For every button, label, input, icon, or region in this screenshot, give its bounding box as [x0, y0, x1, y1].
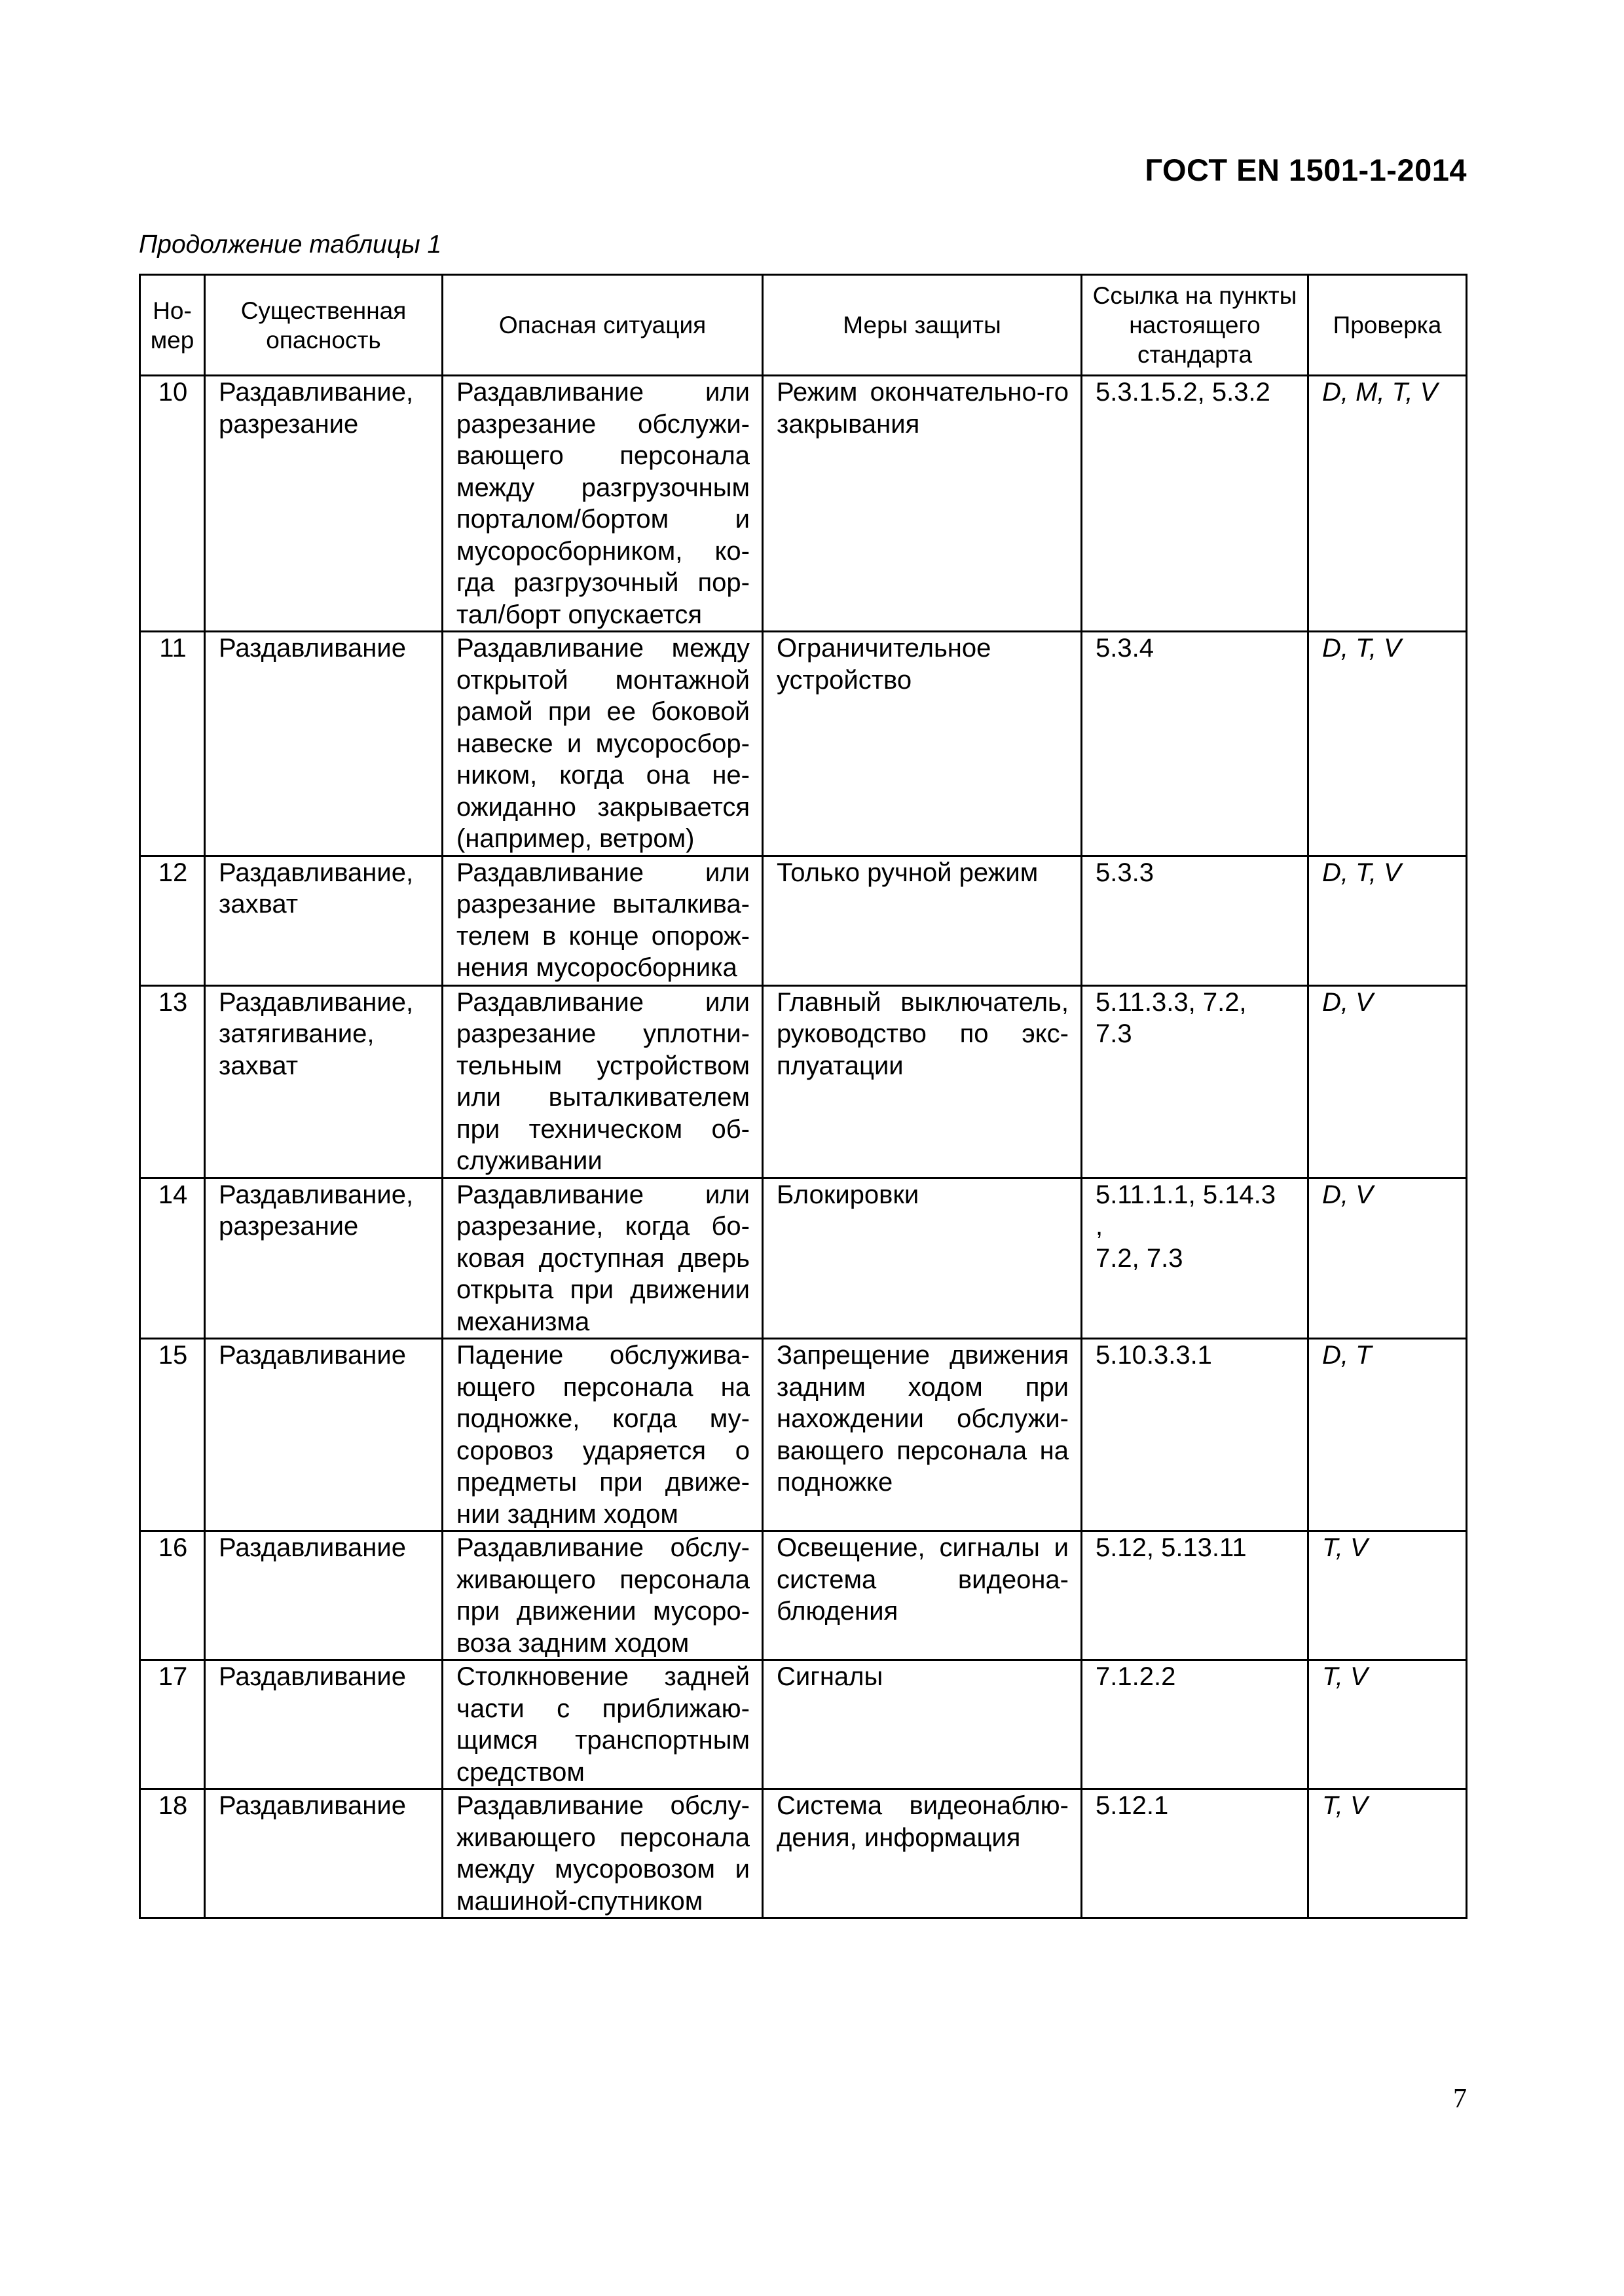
column-header-measures: Меры защиты — [763, 275, 1082, 376]
cell-number: 16 — [140, 1531, 205, 1660]
cell-hazard: Раздавливание, захват — [205, 856, 443, 985]
column-header-situation: Опасная ситуация — [443, 275, 763, 376]
cell-references: 5.10.3.3.1 — [1082, 1339, 1308, 1531]
cell-situation: Падение обслужива-ющего персонала на подножке, когда му-соровоз ударяется о предметы при движе-нии задним ходом — [443, 1339, 763, 1531]
cell-measures: Только ручной режим — [763, 856, 1082, 985]
cell-measures: Ограничительное устройство — [763, 632, 1082, 856]
cell-number: 15 — [140, 1339, 205, 1531]
column-header-hazard: Существенная опасность — [205, 275, 443, 376]
cell-measures: Освещение, сигналы и система видеона-блюдения — [763, 1531, 1082, 1660]
cell-references: 5.3.4 — [1082, 632, 1308, 856]
table-row — [140, 1660, 1467, 1789]
table-row — [140, 1339, 1467, 1531]
table-header-row — [140, 275, 1467, 376]
cell-situation: Раздавливание обслу-живающего персонала при движении мусоро-воза задним ходом — [443, 1531, 763, 1660]
cell-situation: Раздавливание обслу-живающего персонала между мусоровозом и машиной-спутником — [443, 1789, 763, 1918]
cell-situation: Раздавливание или разрезание обслужи-вающего персонала между разгрузочным порталом/бортом и мусоросборником, ко-гда разгрузочный пор-тал/борт опускается — [443, 376, 763, 632]
cell-verification: D, M, T, V — [1308, 376, 1467, 632]
cell-measures: Сигналы — [763, 1660, 1082, 1789]
cell-hazard: Раздавливание — [205, 632, 443, 856]
cell-verification: T, V — [1308, 1789, 1467, 1918]
table-caption: Продолжение таблицы 1 — [139, 230, 442, 259]
cell-verification: D, V — [1308, 1178, 1467, 1339]
table-row — [140, 632, 1467, 856]
table-row — [140, 1531, 1467, 1660]
cell-situation: Раздавливание или разрезание, когда бо-ковая доступная дверь открыта при движении механизма — [443, 1178, 763, 1339]
cell-measures: Главный выключатель, руководство по экс-плуатации — [763, 985, 1082, 1178]
cell-hazard: Раздавливание, разрезание — [205, 376, 443, 632]
cell-hazard: Раздавливание, разрезание — [205, 1178, 443, 1339]
cell-references: 5.3.3 — [1082, 856, 1308, 985]
cell-verification: D, T — [1308, 1339, 1467, 1531]
column-header-number: Но- мер — [140, 275, 205, 376]
cell-verification: D, V — [1308, 985, 1467, 1178]
cell-number: 10 — [140, 376, 205, 632]
table-row — [140, 985, 1467, 1178]
column-header-verification: Проверка — [1308, 275, 1467, 376]
cell-references: 5.11.3.3, 7.2, 7.3 — [1082, 985, 1308, 1178]
cell-number: 18 — [140, 1789, 205, 1918]
cell-measures: Запрещение движения задним ходом при нахождении обслужи-вающего персонала на подножке — [763, 1339, 1082, 1531]
cell-references: 5.3.1.5.2, 5.3.2 — [1082, 376, 1308, 632]
cell-verification: D, T, V — [1308, 856, 1467, 985]
cell-situation: Раздавливание между открытой монтажной рамой при ее боковой навеске и мусоросбор-ником, когда она не-ожиданно закрывается (например, ветром) — [443, 632, 763, 856]
cell-measures: Режим окончательно-го закрывания — [763, 376, 1082, 632]
table-row — [140, 856, 1467, 985]
cell-hazard: Раздавливание — [205, 1531, 443, 1660]
cell-measures: Система видеонаблю-дения, информация — [763, 1789, 1082, 1918]
table-row — [140, 376, 1467, 632]
cell-number: 17 — [140, 1660, 205, 1789]
hazard-table — [139, 274, 1467, 1919]
cell-hazard: Раздавливание — [205, 1660, 443, 1789]
cell-references: 5.11.1.1, 5.14.3 , 7.2, 7.3 — [1082, 1178, 1308, 1339]
cell-number: 12 — [140, 856, 205, 985]
cell-hazard: Раздавливание — [205, 1339, 443, 1531]
cell-hazard: Раздавливание, затягивание, захват — [205, 985, 443, 1178]
cell-verification: T, V — [1308, 1660, 1467, 1789]
cell-situation: Раздавливание или разрезание выталкива-телем в конце опорож-нения мусоросборника — [443, 856, 763, 985]
cell-references: 5.12, 5.13.11 — [1082, 1531, 1308, 1660]
cell-number: 11 — [140, 632, 205, 856]
page-number: 7 — [1453, 2084, 1467, 2114]
cell-verification: T, V — [1308, 1531, 1467, 1660]
cell-situation: Столкновение задней части с приближаю-щимся транспортным средством — [443, 1660, 763, 1789]
cell-number: 13 — [140, 985, 205, 1178]
cell-number: 14 — [140, 1178, 205, 1339]
document-code: ГОСТ EN 1501-1-2014 — [1145, 153, 1467, 187]
cell-verification: D, T, V — [1308, 632, 1467, 856]
column-header-references: Ссылка на пункты настоящего стандарта — [1082, 275, 1308, 376]
cell-hazard: Раздавливание — [205, 1789, 443, 1918]
table-body — [140, 376, 1467, 1918]
cell-situation: Раздавливание или разрезание уплотни-тельным устройством или выталкивателем при техническом об-служивании — [443, 985, 763, 1178]
cell-references: 5.12.1 — [1082, 1789, 1308, 1918]
cell-measures: Блокировки — [763, 1178, 1082, 1339]
table-row — [140, 1789, 1467, 1918]
cell-references: 7.1.2.2 — [1082, 1660, 1308, 1789]
table-row — [140, 1178, 1467, 1339]
